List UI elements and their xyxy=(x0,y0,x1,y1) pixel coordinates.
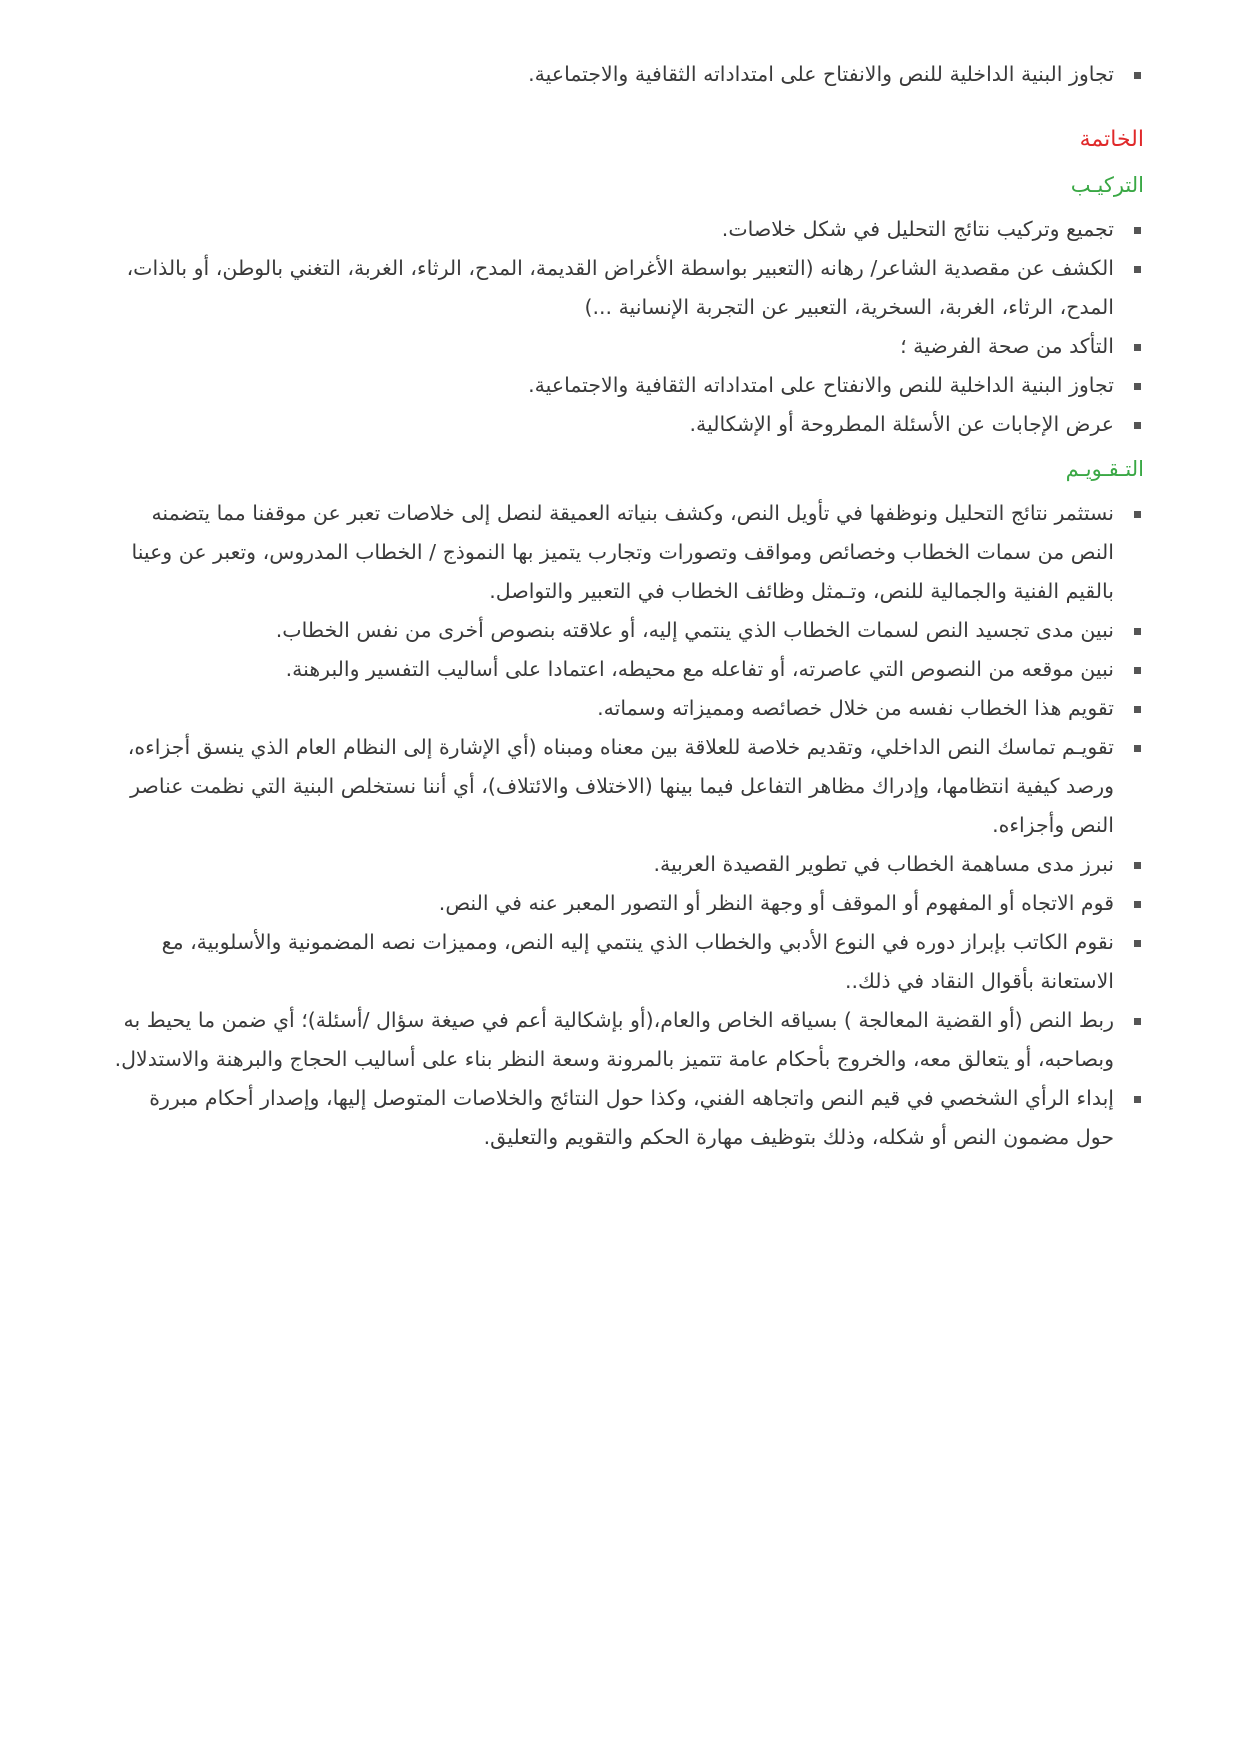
list-item xyxy=(108,210,1144,249)
square-bullet-icon xyxy=(1134,745,1141,752)
list-item xyxy=(108,845,1144,884)
list-item-text: نستثمر نتائج التحليل ونوظفها في تأويل النص، وكشف بنياته العميقة لنصل إلى خلاصات تعبر عن موقفنا مما يتضمنه النص من سمات الخطاب وخصائص ومواقف وتصورات وتجارب يتميز بها النموذج / الخطاب المدروس، وتعبر عن وعينا بالقيم الفنية والجمالية للنص، وتـمثل وظائف الخطاب في التعبير والتواصل. xyxy=(131,501,1114,603)
list-item xyxy=(108,494,1144,611)
square-bullet-icon xyxy=(1134,266,1141,273)
list-item-text: ربط النص (أو القضية المعالجة ) بسياقه الخاص والعام،(أو بإشكالية أعم في صيغة سؤال /أسئلة)؛ أي ضمن ما يحيط به وبصاحبه، أو يتعالق معه، والخروج بأحكام عامة تتميز بالمرونة وسعة النظر بناء على أساليب الحجاج والبرهنة والاستدلال. xyxy=(114,1008,1114,1071)
square-bullet-icon xyxy=(1134,862,1141,869)
square-bullet-icon xyxy=(1134,628,1141,635)
list-item xyxy=(108,728,1144,845)
list-item-text: تجاوز البنية الداخلية للنص والانفتاح على امتداداته الثقافية والاجتماعية. xyxy=(528,373,1114,397)
list-item xyxy=(108,650,1144,689)
synthesis-list xyxy=(108,210,1144,444)
list-item-text: نبرز مدى مساهمة الخطاب في تطوير القصيدة العربية. xyxy=(653,852,1114,876)
list-item xyxy=(108,1001,1144,1079)
list-item xyxy=(108,884,1144,923)
evaluation-heading: التـقـويـم xyxy=(1065,457,1144,481)
square-bullet-icon xyxy=(1134,706,1141,713)
list-item-text: التأكد من صحة الفرضية ؛ xyxy=(900,334,1114,358)
list-item xyxy=(108,689,1144,728)
list-item-text: تقويـم تماسك النص الداخلي، وتقديم خلاصة للعلاقة بين معناه ومبناه (أي الإشارة إلى النظام العام الذي ينسق أجزاءه، ورصد كيفية انتظامها، وإدراك مظاهر التفاعل فيما بينها (الاختلاف والائتلاف)، أي أننا نستخلص البنية التي نظمت عناصر النص وأجزاءه. xyxy=(127,735,1114,837)
list-item xyxy=(108,327,1144,366)
conclusion-heading: الخاتمة xyxy=(1079,127,1144,152)
square-bullet-icon xyxy=(1134,667,1141,674)
square-bullet-icon xyxy=(1134,227,1141,234)
evaluation-list xyxy=(108,494,1144,1157)
list-item xyxy=(108,923,1144,1001)
list-item-text: نقوم الكاتب بإبراز دوره في النوع الأدبي والخطاب الذي ينتمي إليه النص، ومميزات نصه المضمونية والأسلوبية، مع الاستعانة بأقوال النقاد في ذلك.. xyxy=(161,930,1114,993)
list-item-text: نبين مدى تجسيد النص لسمات الخطاب الذي ينتمي إليه، أو علاقته بنصوص أخرى من نفس الخطاب. xyxy=(275,618,1114,642)
list-item-text: قوم الاتجاه أو المفهوم أو الموقف أو وجهة النظر أو التصور المعبر عنه في النص. xyxy=(438,891,1114,915)
intro-list xyxy=(108,55,1144,94)
list-item-text: الكشف عن مقصدية الشاعر/ رهانه (التعبير بواسطة الأغراض القديمة، المدح، الرثاء، الغربة، التغني بالوطن، أو بالذات، المدح، الرثاء، الغربة، السخرية، التعبير عن التجربة الإنسانية ...) xyxy=(126,256,1114,319)
list-item xyxy=(108,55,1144,94)
square-bullet-icon xyxy=(1134,1018,1141,1025)
square-bullet-icon xyxy=(1134,511,1141,518)
list-item-text: تجاوز البنية الداخلية للنص والانفتاح على امتداداته الثقافية والاجتماعية. xyxy=(528,62,1114,86)
list-item-text: تقويم هذا الخطاب نفسه من خلال خصائصه ومميزاته وسماته. xyxy=(597,696,1114,720)
list-item xyxy=(108,1079,1144,1157)
list-item xyxy=(108,366,1144,405)
square-bullet-icon xyxy=(1134,940,1141,947)
list-item-text: إبداء الرأي الشخصي في قيم النص واتجاهه الفني، وكذا حول النتائج والخلاصات المتوصل إليها، وإصدار أحكام مبررة حول مضمون النص أو شكله، وذلك بتوظيف مهارة الحكم والتقويم والتعليق. xyxy=(149,1086,1114,1149)
list-item xyxy=(108,611,1144,650)
square-bullet-icon xyxy=(1134,422,1141,429)
list-item-text: نبين موقعه من النصوص التي عاصرته، أو تفاعله مع محيطه، اعتمادا على أساليب التفسير والبرهنة. xyxy=(285,657,1114,681)
list-item-text: عرض الإجابات عن الأسئلة المطروحة أو الإشكالية. xyxy=(689,412,1114,436)
square-bullet-icon xyxy=(1134,72,1141,79)
square-bullet-icon xyxy=(1134,383,1141,390)
list-item xyxy=(108,249,1144,327)
list-item xyxy=(108,405,1144,444)
list-item-text: تجميع وتركيب نتائج التحليل في شكل خلاصات. xyxy=(721,217,1114,241)
square-bullet-icon xyxy=(1134,1096,1141,1103)
square-bullet-icon xyxy=(1134,344,1141,351)
synthesis-heading: التركيـب xyxy=(1070,173,1144,197)
square-bullet-icon xyxy=(1134,901,1141,908)
